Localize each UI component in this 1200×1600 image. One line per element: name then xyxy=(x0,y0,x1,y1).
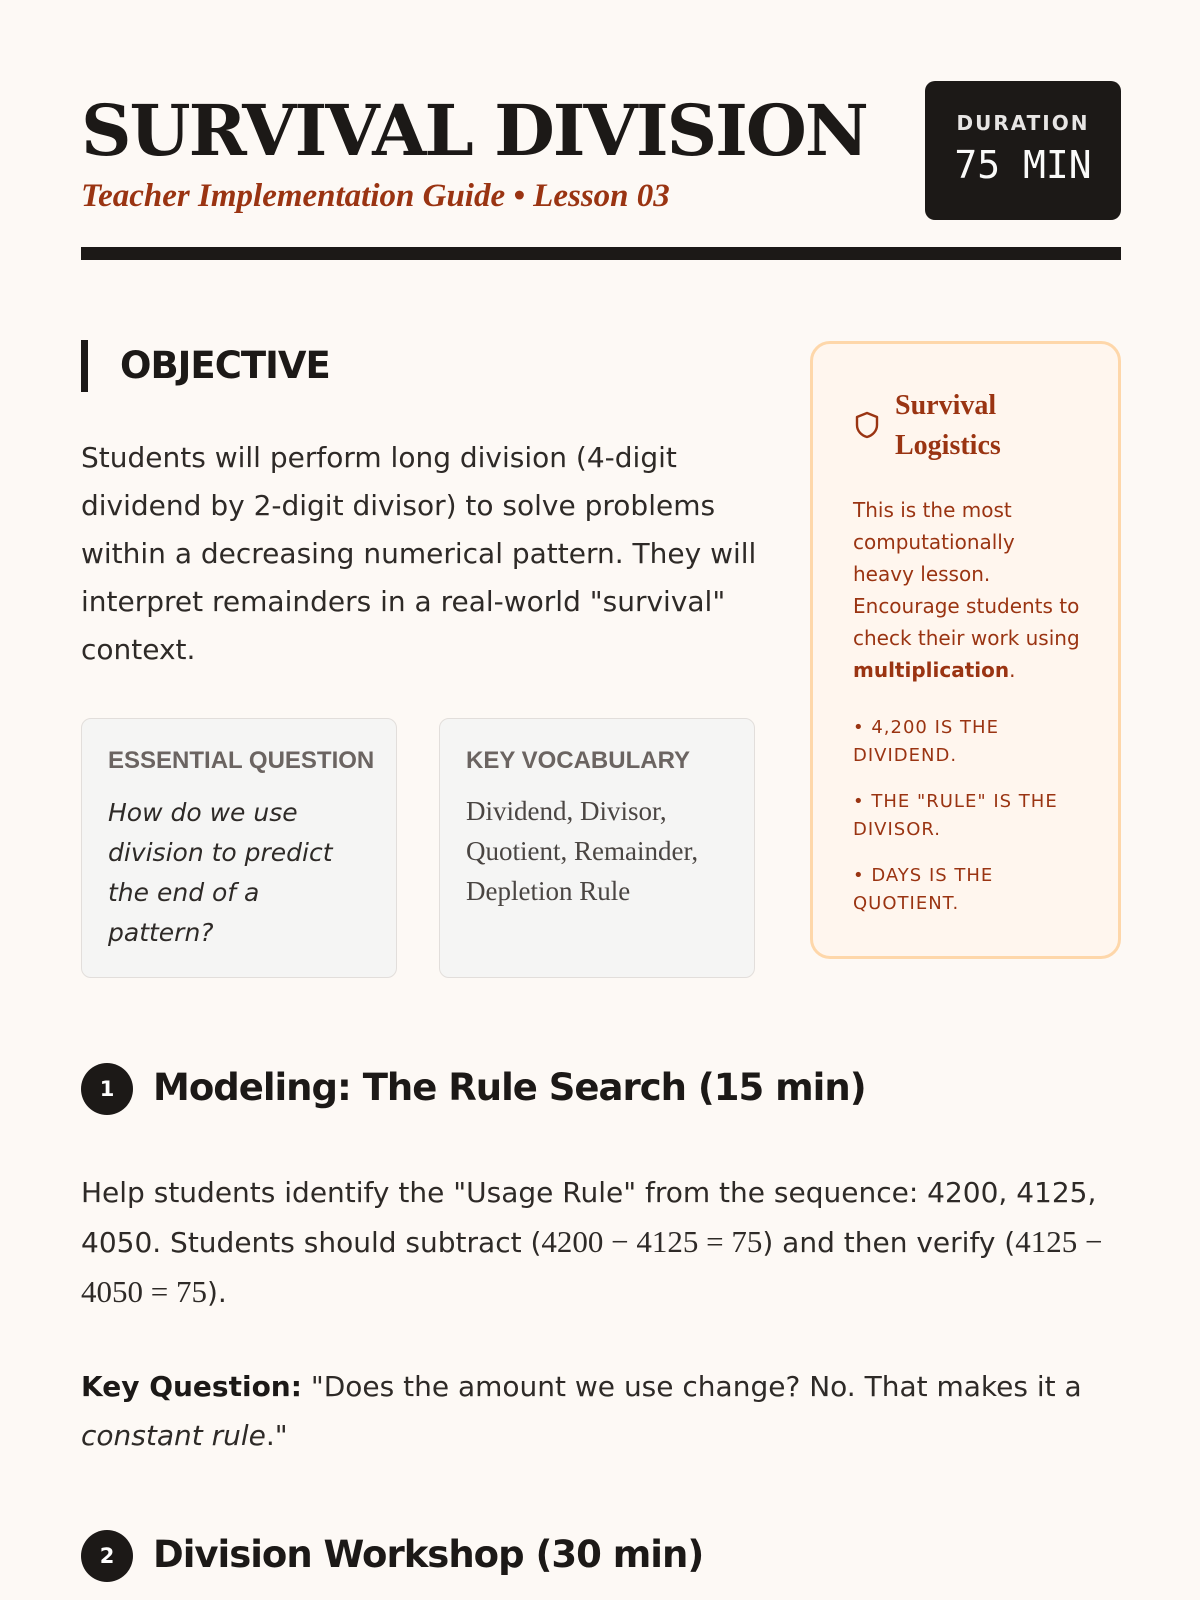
key-vocabulary-card xyxy=(439,718,755,978)
list-item: • 4,200 IS THE DIVIDEND. xyxy=(853,714,1081,770)
list-item: • DAYS IS THE QUOTIENT. xyxy=(853,862,1081,918)
step-2-header xyxy=(81,1527,1121,1583)
essential-question-card xyxy=(81,718,397,978)
header xyxy=(81,78,1121,262)
step-1-text-part: Help students identify the "Usage Rule" from the sequence: 4200, 4125, 4050. Students should subtract ( xyxy=(81,1176,1097,1259)
step-1-header xyxy=(81,1060,1121,1116)
logistics-text-end: . xyxy=(1009,658,1016,682)
list-item: • THE "RULE" IS THE DIVISOR. xyxy=(853,788,1081,844)
step-2-number: 2 xyxy=(81,1530,133,1582)
logistics-text-start: This is the most computationally heavy lesson. Encourage students to check their work using xyxy=(853,498,1080,650)
duration-label: DURATION xyxy=(956,111,1090,135)
lesson-guide-page xyxy=(81,0,1121,1600)
key-question-label: Key Question: xyxy=(81,1370,302,1403)
logistics-text-bold: multiplication xyxy=(853,658,1010,682)
step-1-section xyxy=(81,1060,1121,1460)
step-2-title: Division Workshop (30 min) xyxy=(153,1533,704,1576)
logistics-title: Survival Logistics xyxy=(895,390,1001,461)
step-1-text-part: ). xyxy=(206,1276,227,1309)
key-question-text: "Does the amount we use change? No. That makes it a xyxy=(301,1370,1082,1403)
objective-text: Students will perform long division (4-digit dividend by 2-digit divisor) to solve problems within a decreasing numerical pattern. They will interpret remainders in a real-world "survival" context. xyxy=(81,441,757,666)
key-question-end: ." xyxy=(265,1419,288,1452)
step-1-math-1: 4200 − 4125 = 75 xyxy=(541,1224,763,1259)
key-question-italic: constant rule xyxy=(81,1419,266,1452)
step-2-section xyxy=(81,1527,1121,1583)
key-vocabulary-label: KEY VOCABULARY xyxy=(466,747,691,774)
essential-question-label: ESSENTIAL QUESTION xyxy=(108,747,375,774)
header-divider xyxy=(81,247,1121,260)
shield-icon xyxy=(853,410,881,440)
step-1-number: 1 xyxy=(81,1063,133,1115)
page-subtitle: Teacher Implementation Guide • Lesson 03 xyxy=(81,178,670,214)
duration-value: 75 MIN xyxy=(954,143,1092,187)
essential-question-text: How do we use division to predict the end of a pattern? xyxy=(108,798,333,947)
objective-section xyxy=(81,340,761,674)
logistics-text xyxy=(853,494,1081,686)
step-1-text-part: ) and then verify ( xyxy=(762,1226,1016,1259)
page-title: SURVIVAL DIVISION xyxy=(81,89,867,172)
key-question xyxy=(81,1362,1121,1460)
step-1-math-2: 4125 − 4050 = 75 xyxy=(81,1224,1103,1309)
step-1-text xyxy=(81,1168,1121,1317)
objective-heading: OBJECTIVE xyxy=(81,340,761,392)
duration-badge xyxy=(925,81,1121,220)
step-1-title: Modeling: The Rule Search (15 min) xyxy=(153,1066,866,1109)
key-vocabulary-text: Dividend, Divisor, Quotient, Remainder, Depletion Rule xyxy=(466,796,699,906)
logistics-list xyxy=(853,714,1081,936)
survival-logistics-panel xyxy=(810,341,1121,959)
